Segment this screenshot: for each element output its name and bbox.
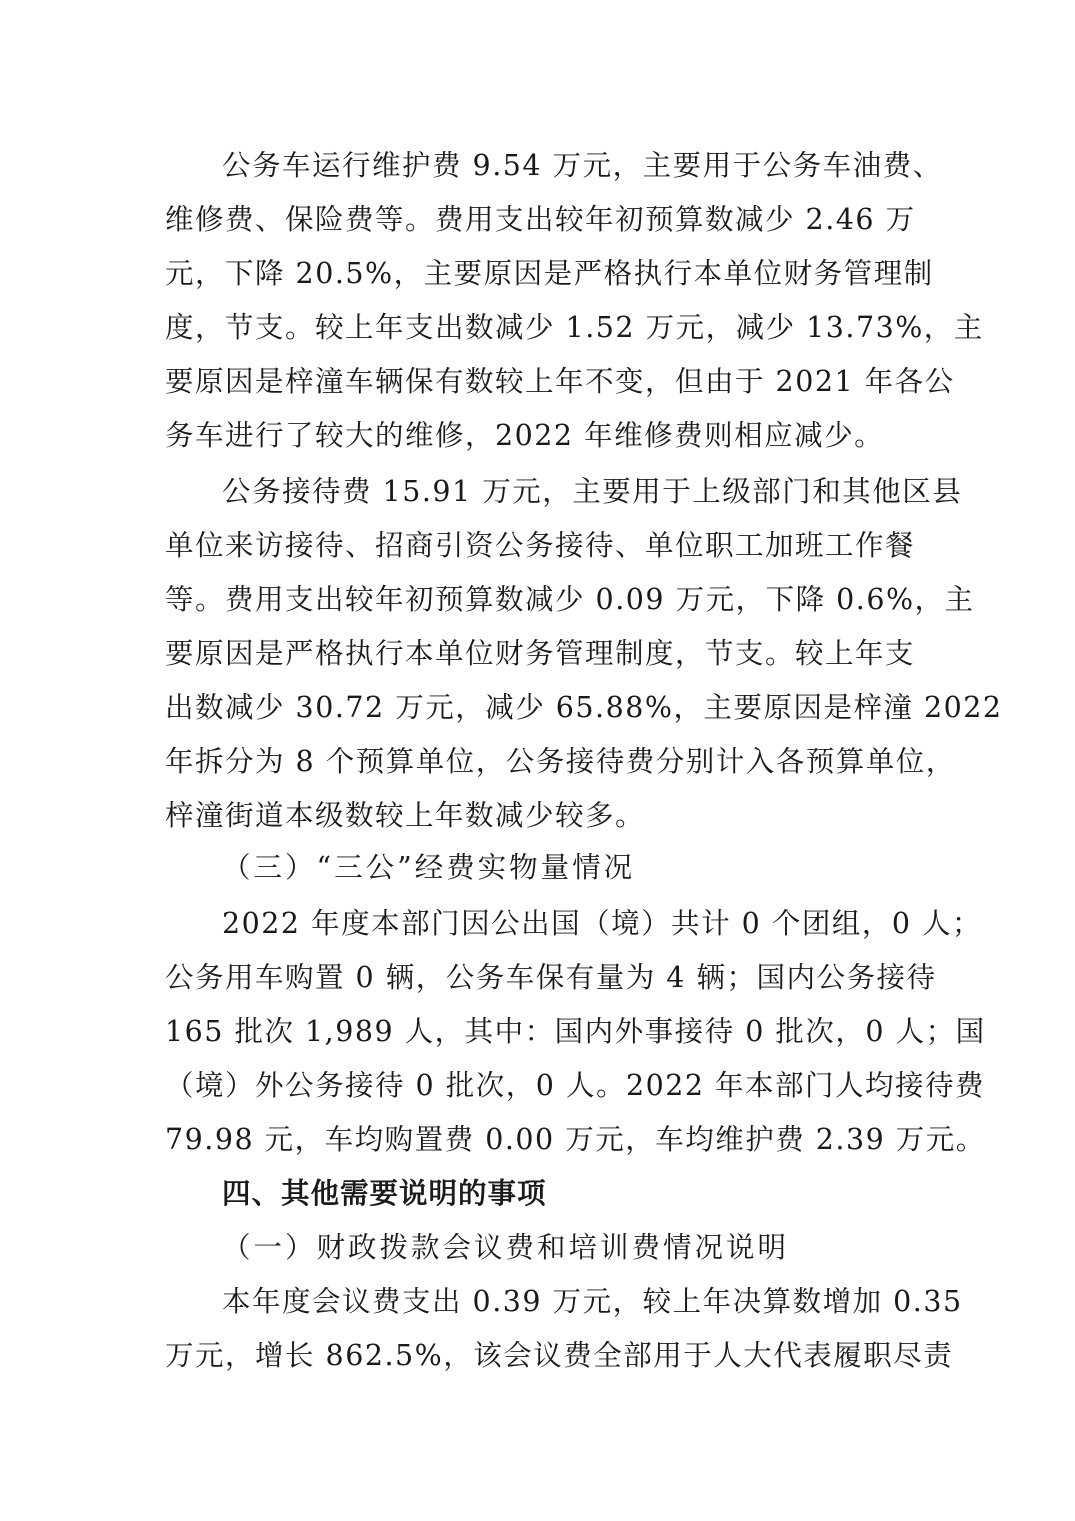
paragraph-line: 务车进行了较大的维修，2022 年维修费则相应减少。 [165, 419, 885, 452]
paragraph-line: 要原因是严格执行本单位财务管理制度，节支。较上年支 [165, 637, 916, 670]
paragraph-line: 单位来访接待、招商引资公务接待、单位职工加班工作餐 [165, 529, 916, 562]
paragraph-line: 2022 年度本部门因公出国（境）共计 0 个团组，0 人； [222, 907, 983, 940]
paragraph-line: 梓潼街道本级数较上年数减少较多。 [165, 799, 646, 832]
paragraph-line: 公务用车购置 0 辆，公务车保有量为 4 辆；国内公务接待 [165, 961, 937, 994]
paragraph-line: 公务接待费 15.91 万元，主要用于上级部门和其他区县 [222, 475, 963, 508]
paragraph-line: （境）外公务接待 0 批次，0 人。2022 年本部门人均接待费 [165, 1069, 986, 1102]
paragraph-line: 维修费、保险费等。费用支出较年初预算数减少 2.46 万 [165, 203, 916, 236]
paragraph-line: 79.98 元，车均购置费 0.00 万元，车均维护费 2.39 万元。 [165, 1123, 986, 1156]
paragraph-line: 度，节支。较上年支出数减少 1.52 万元，减少 13.73%，主 [165, 311, 984, 344]
paragraph-line: 本年度会议费支出 0.39 万元，较上年决算数增加 0.35 [222, 1285, 963, 1318]
paragraph-line: 万元，增长 862.5%，该会议费全部用于人大代表履职尽责 [165, 1339, 954, 1372]
section-subheading: （三）“三公”经费实物量情况 [222, 851, 636, 884]
paragraph-line: 出数减少 30.72 万元，减少 65.88%，主要原因是梓潼 2022 [165, 691, 1003, 724]
paragraph-line: 165 批次 1,989 人，其中：国内外事接待 0 批次，0 人；国 [165, 1015, 986, 1048]
paragraph-line: 要原因是梓潼车辆保有数较上年不变，但由于 2021 年各公 [165, 365, 955, 398]
paragraph-line: 年拆分为 8 个预算单位，公务接待费分别计入各预算单位， [165, 745, 956, 778]
section-heading: 四、其他需要说明的事项 [222, 1177, 547, 1210]
paragraph-line: 元，下降 20.5%，主要原因是严格执行本单位财务管理制 [165, 257, 934, 290]
paragraph-line: 等。费用支出较年初预算数减少 0.09 万元，下降 0.6%，主 [165, 583, 975, 616]
section-subheading: （一）财政拨款会议费和培训费情况说明 [222, 1231, 790, 1264]
paragraph-line: 公务车运行维护费 9.54 万元，主要用于公务车油费、 [222, 149, 943, 182]
